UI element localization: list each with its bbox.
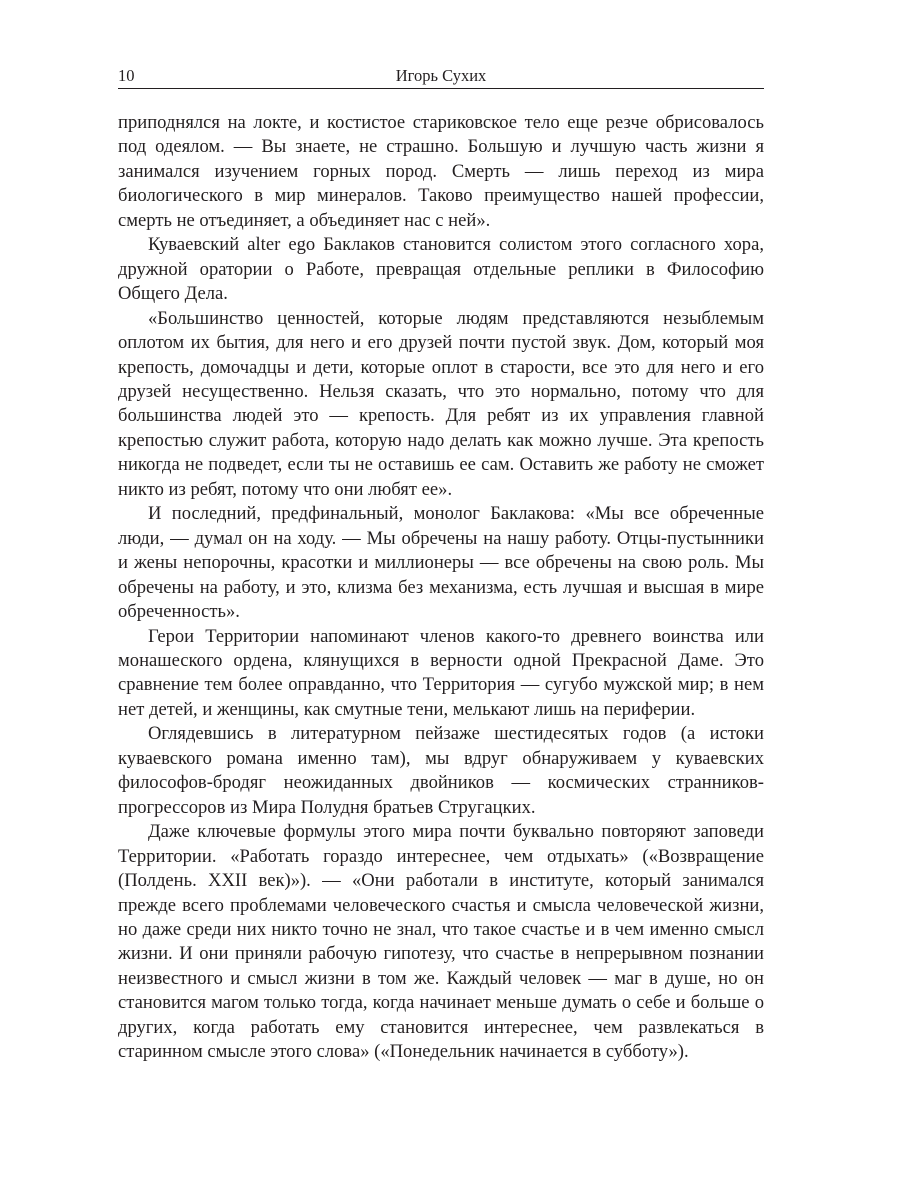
paragraph-key-formulas: Даже ключевые формулы этого мира почти буквально повторяют заповеди Территории. «Работать гораздо интереснее, чем отдыхать» («Возвращение (Полдень. XXII век)»). — «Они работали в институте, который занимался прежде всего проблемами человеческого счастья и смысла человеческой жизни, но даже среди них никто точно не знал, что такое счастье и в чем именно смысл жизни. И они приняли рабочую гипотезу, что счастье в непрерывном познании неизвестного и смысл жизни в том же. Каждый человек — маг в душе, но он становится магом только тогда, когда начинает меньше думать о себе и больше о других, когда работать ему становится интереснее, чем развлекаться в старинном смысле этого слова» («Понедельник начинается в субботу»).: [118, 821, 764, 1063]
paragraph-continuation: приподнялся на локте, и костистое стариковское тело еще резче обрисовалось под одеялом. — Вы знаете, не страшно. Большую и лучшую часть жизни я занимался изучением горных пород. Смерть — лишь переход из мира биологического в мир минералов. Таково преимущество нашей профессии, смерть не отъединяет, а объединяет нас с ней».: [118, 112, 764, 231]
paragraph-final-monologue: И последний, предфинальный, монолог Баклакова: «Мы все обреченные люди, — думал он на ходу. — Мы обречены на нашу работу. Отцы-пустынники и жены непорочны, красотки и миллионеры — все обречены на свою роль. Мы обречены на работу, и это, клизма без механизма, есть лучшая и высшая в мире обреченность».: [118, 503, 764, 623]
running-head: [118, 64, 764, 89]
paragraph-heroes-order: Герои Территории напоминают членов какого-то древнего воинства или монашеского ордена, клянущихся в верности одной Прекрасной Даме. Это сравнение тем более оправданно, что Территория — сугубо мужской мир; в нем нет детей, и женщины, как смутные тени, мелькают лишь на периферии.: [118, 625, 764, 720]
body-text: [118, 111, 764, 1065]
paragraph-values-quote: «Большинство ценностей, которые людям представляются незыблемым оплотом их бытия, для него и его друзей почти пустой звук. Дом, который моя крепость, домочадцы и дети, которые оплот в старости, все это для него и его друзей несущественно. Нельзя сказать, что это нормально, потому что для большинства людей это — крепость. Для ребят из их управления главной крепостью служит работа, которую надо делать как можно лучше. Эта крепость никогда не подведет, если ты не оставишь ее сам. Оставить же работу не сможет никто из ребят, потому что они любят ее».: [118, 307, 764, 500]
page-number: 10: [118, 66, 135, 85]
running-title: Игорь Сухих: [395, 66, 487, 85]
paragraph-literary-landscape: Оглядевшись в литературном пейзаже шестидесятых годов (а истоки куваевского романа именно там), мы вдруг обнаруживаем у куваевских философов-бродяг неожиданных двойников — космических странников-прогрессоров из Мира Полудня братьев Стругацких.: [118, 723, 764, 818]
book-page: [118, 64, 764, 1065]
paragraph-baklakov-soloist: Куваевский alter ego Баклаков становится солистом этого согласного хора, дружной оратории о Работе, превращая отдельные реплики в Философию Общего Дела.: [118, 234, 764, 305]
